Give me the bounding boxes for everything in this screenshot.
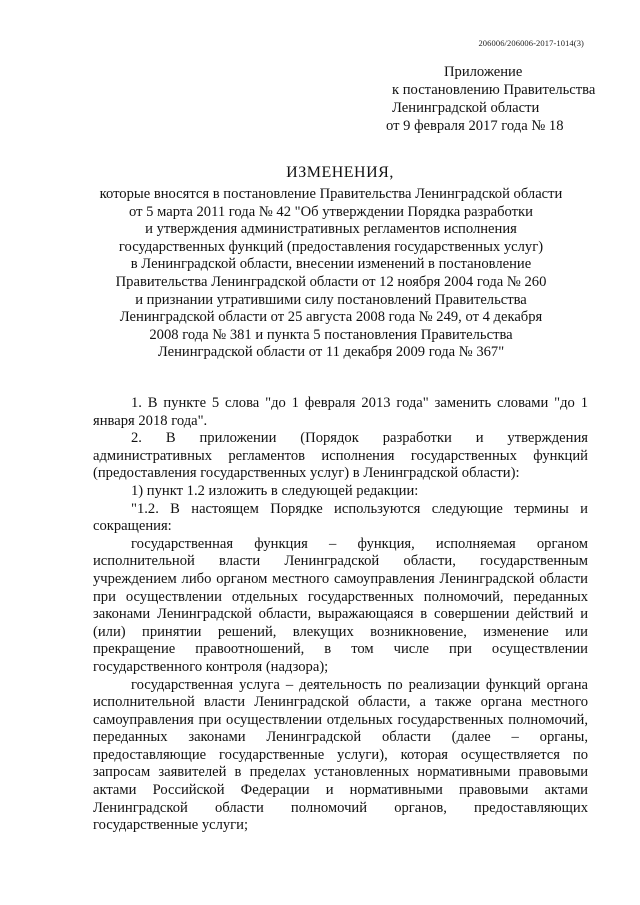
paragraph-5: государственная функция – функция, исполняемая органом исполнительной власти Ленинградской области, государственным учреждением либо органом местного самоуправления Ленинградской области при осуществлении отдельных государственных полномочий, переданных законами Ленинградской области, выражающаяся в совершении действий и (или) принятии решений, влекущих возникновение, изменение или прекращение правоотношений, в том числе при осуществлении государственного контроля (надзора);	[93, 535, 588, 675]
subtitle-line: от 5 марта 2011 года № 42 "Об утверждении Порядка разработки	[129, 203, 533, 220]
subtitle-line: в Ленинградской области, внесении изменений в постановление	[130, 256, 532, 273]
document-body	[93, 395, 588, 835]
subtitle-line: государственных функций (предоставления государственных услуг)	[118, 238, 544, 255]
subtitle-line: и утверждения административных регламентов исполнения	[145, 221, 517, 238]
subtitle-line: которые вносятся в постановление Правительства Ленинградской области	[99, 186, 563, 202]
subtitle-line: Ленинградской области от 25 августа 2008 года № 249, от 4 декабря	[119, 309, 543, 326]
paragraph-3: 1) пункт 1.2 изложить в следующей редакции:	[131, 482, 419, 499]
subtitle-line: Правительства Ленинградской области от 12 ноября 2004 года № 260	[115, 273, 547, 290]
appendix-header	[386, 63, 616, 135]
document-code: 206006/206006-2017-1014(3)	[478, 38, 584, 48]
paragraph-2: 2. В приложении (Порядок разработки и утверждения административных регламентов исполнения государственных функций (предоставления государственных услуг) в Ленинградской области):	[93, 430, 588, 482]
paragraph-1: 1. В пункте 5 слова "до 1 февраля 2013 года" заменить словами "до 1 января 2018 года".	[93, 395, 588, 429]
appendix-line-2: к постановлению Правительства	[392, 82, 596, 98]
subtitle-line: 2008 года № 381 и пункта 5 постановления Правительства	[149, 326, 513, 343]
document-title: ИЗМЕНЕНИЯ,	[286, 164, 394, 181]
paragraph-4: "1.2. В настоящем Порядке используются следующие термины и сокращения:	[93, 500, 588, 535]
paragraph-6: государственная услуга – деятельность по реализации функций органа исполнительной власти Ленинградской области, а также органа местного самоуправления при осуществлении отдельных государственных полномочий, переданных законами Ленинградской области (далее – органы, предоставляющие государственные услуги), которая осуществляется по запросам заявителей в пределах установленных нормативными правовыми актами Российской Федерации и нормативными правовыми актами Ленинградской области полномочий органов, предоставляющих государственные услуги;	[93, 676, 588, 834]
subtitle-line: Ленинградской области от 11 декабря 2009 года № 367"	[157, 344, 505, 361]
appendix-line-3: Ленинградской области	[392, 100, 540, 116]
document-subtitle	[0, 186, 640, 362]
appendix-line-1: Приложение	[444, 64, 523, 80]
appendix-line-4: от 9 февраля 2017 года № 18	[386, 118, 564, 134]
subtitle-line: и признании утратившими силу постановлений Правительства	[135, 291, 527, 308]
